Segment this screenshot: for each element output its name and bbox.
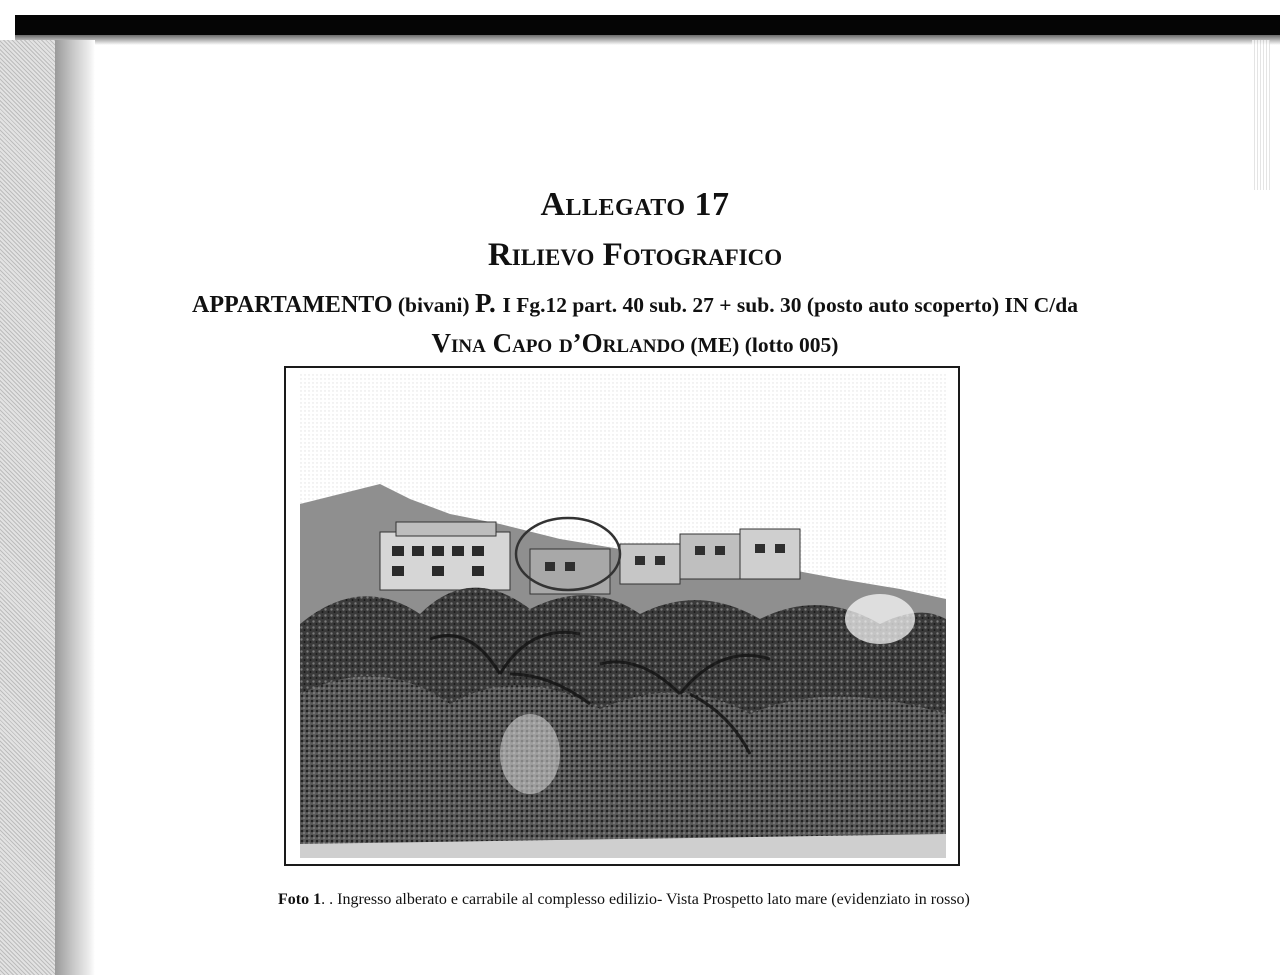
scan-left-margin <box>0 40 55 975</box>
scan-right-edge <box>1252 40 1270 190</box>
photo-1-image <box>300 374 946 858</box>
property-location: Vina Capo d’Orlando <box>431 328 686 358</box>
property-type: APPARTAMENTO <box>192 292 393 318</box>
photo-caption <box>278 890 978 910</box>
property-cadastral-data: Fg.12 part. 40 sub. 27 + sub. 30 (posto auto scoperto) IN C/da <box>510 293 1078 317</box>
attachment-title: Allegato 17 <box>540 186 730 223</box>
property-floor-number: I <box>502 293 511 317</box>
scan-top-band <box>15 15 1280 35</box>
photo-caption-label: Foto 1 <box>278 891 322 908</box>
photo-frame <box>284 366 960 866</box>
photo-survey-title: Rilievo Fotografico <box>487 237 783 273</box>
scan-top-shadow <box>15 35 1280 45</box>
property-description <box>180 284 1090 364</box>
scan-binding-shadow <box>55 40 95 975</box>
property-province-lot: (ME) (lotto 005) <box>685 333 839 357</box>
property-rooms: (bivani) <box>392 293 475 317</box>
photo-caption-text: . . Ingresso alberato e carrabile al complesso edilizio- Vista Prospetto lato mare (evidenziato in rosso) <box>321 891 970 908</box>
property-floor-label: P. <box>474 288 503 318</box>
